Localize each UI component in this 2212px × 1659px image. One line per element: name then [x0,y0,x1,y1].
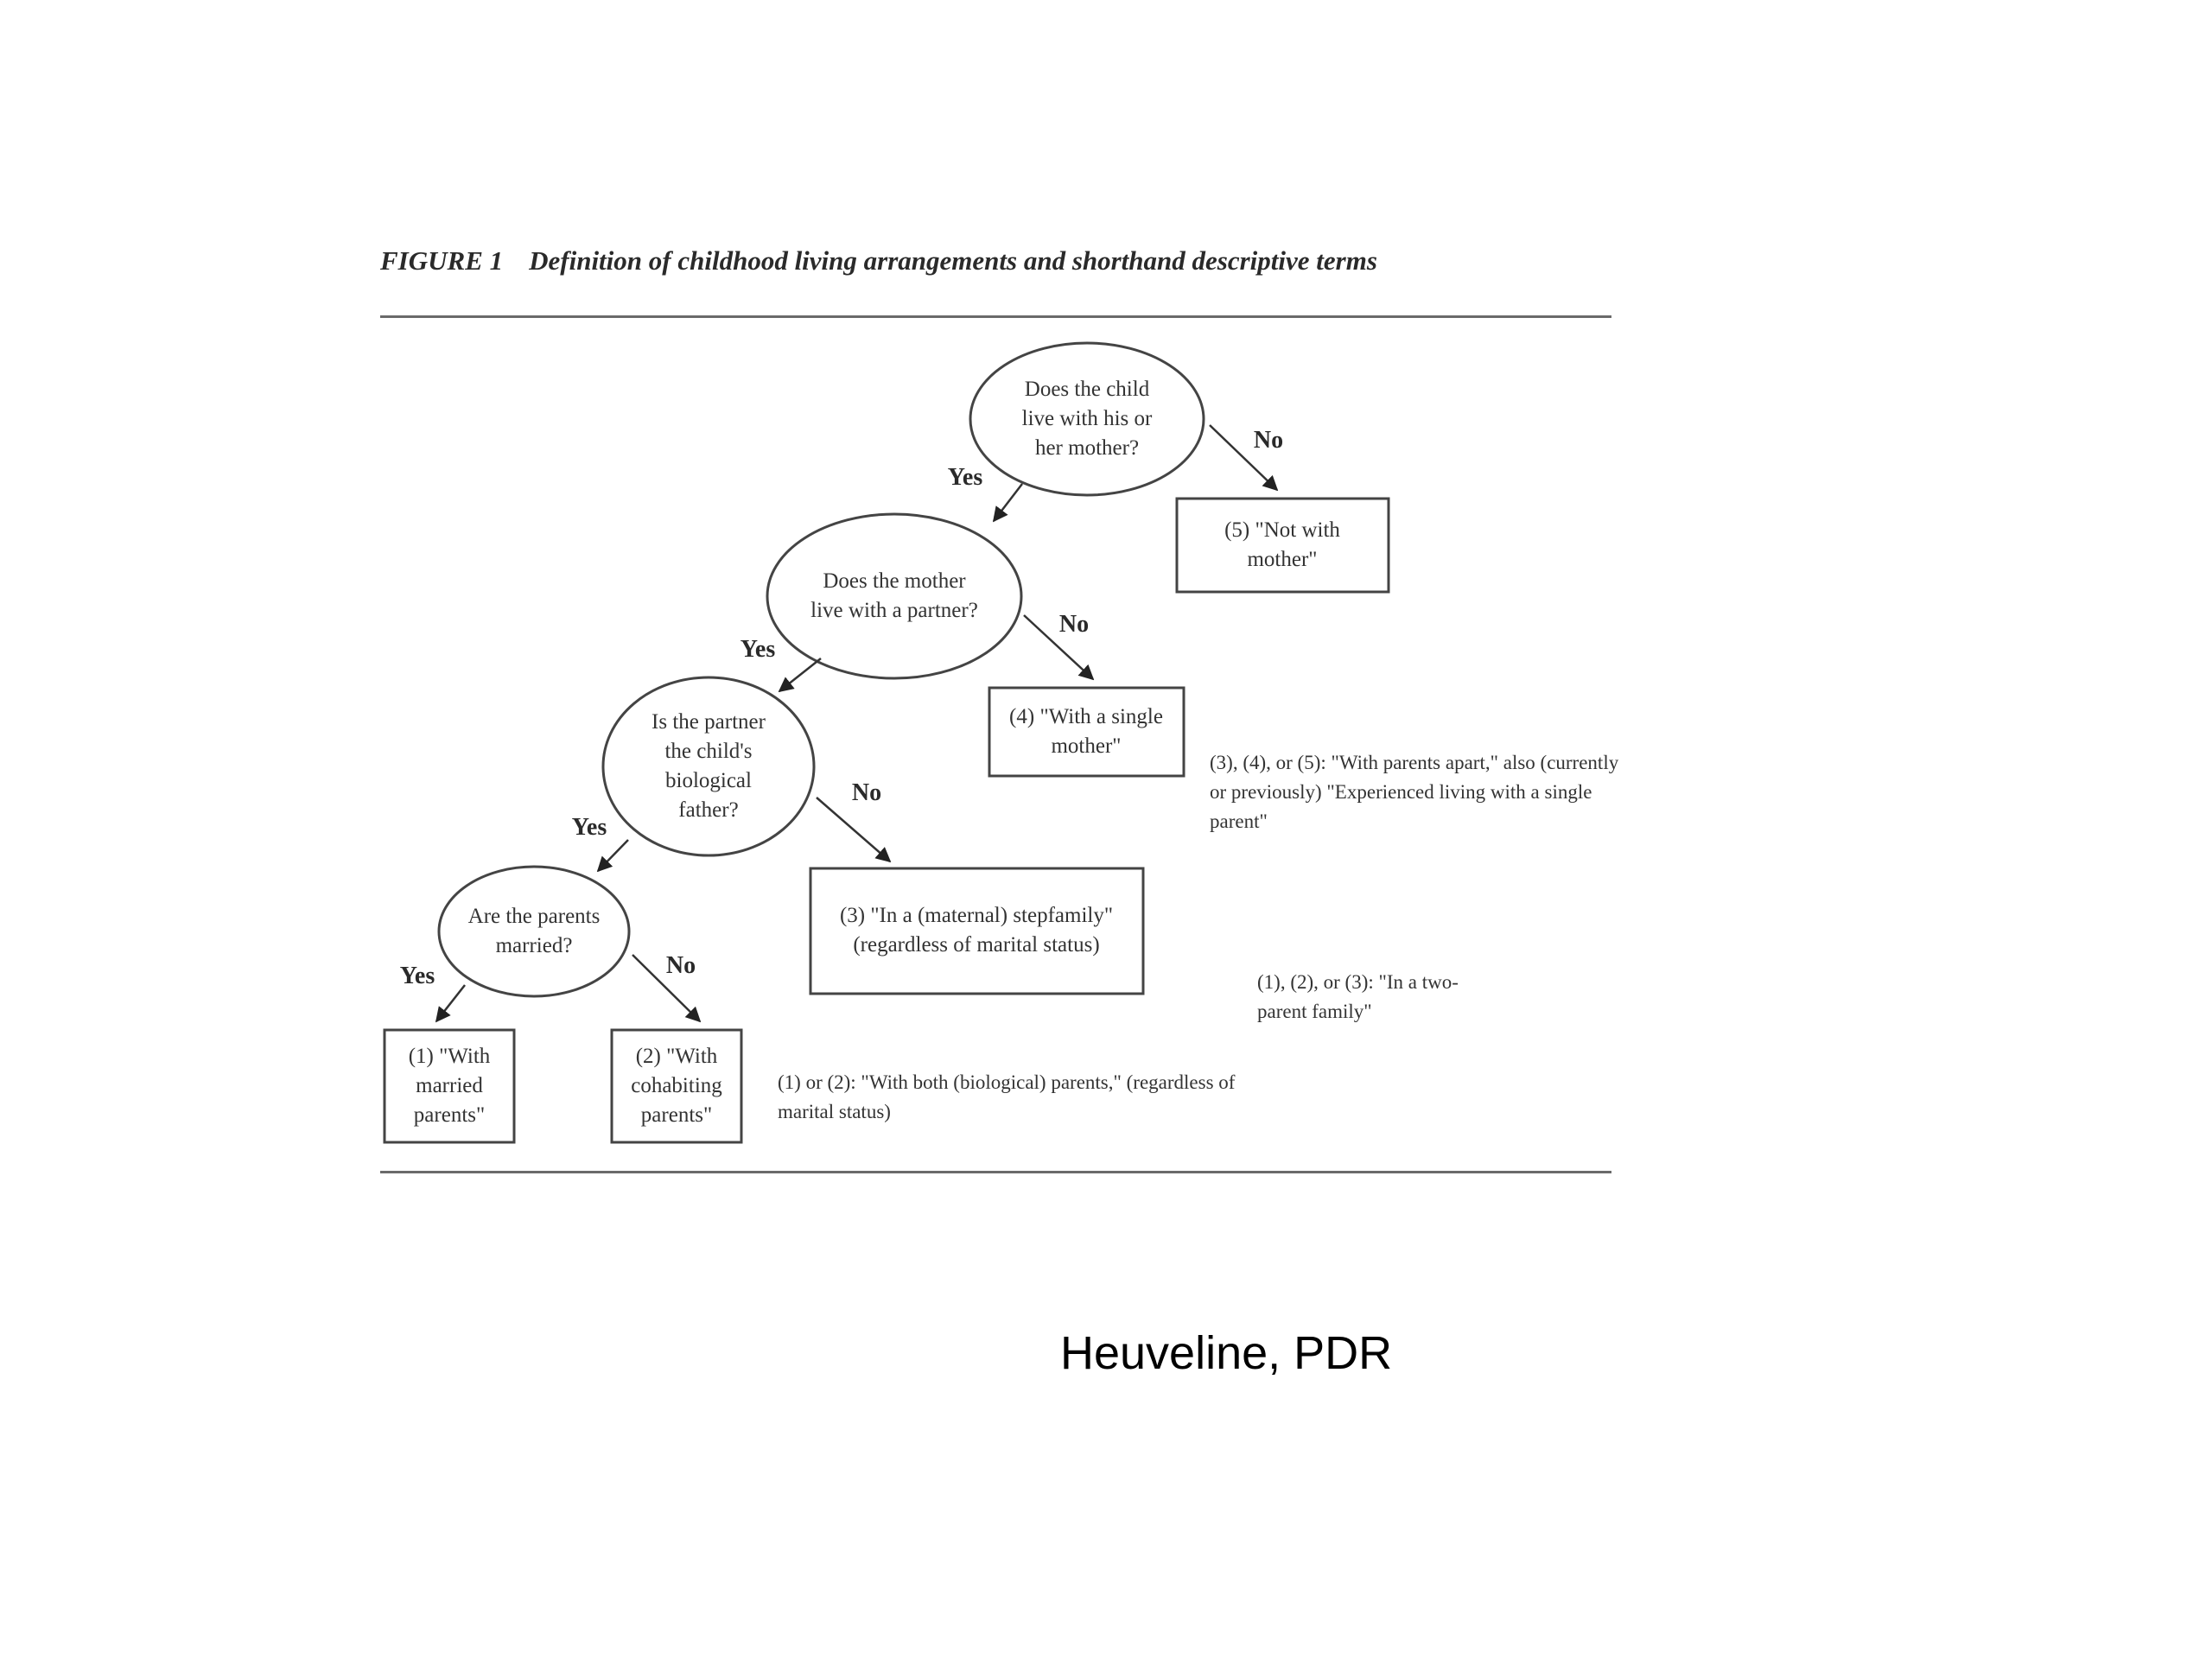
arrow-mother-yes [994,484,1022,521]
question-married: Are the parents married? [467,905,601,957]
label-yes-partner: Yes [740,636,776,663]
source-credit: Heuveline, PDR [1060,1327,1393,1379]
note-parents-apart: (3), (4), or (5): "With parents apart," also (currently or previously) "Experienced living with a single parent" [1210,752,1619,832]
label-no-bio: No [851,779,882,806]
label-yes-bio: Yes [571,814,607,841]
label-no-mother: No [1253,427,1284,454]
arrow-bio-yes [598,840,628,871]
result-married-parents: (1) "With married parents" [408,1045,491,1127]
label-no-married: No [665,952,696,979]
question-mother: Does the child live with his or her mother? [1021,378,1153,460]
arrow-married-yes [436,985,465,1021]
figure-number: FIGURE 1 [380,245,504,276]
label-no-partner: No [1058,611,1090,638]
result-single-mother: (4) "With a single mother" [1009,705,1163,758]
figure-caption: Definition of childhood living arrangements and shorthand descriptive terms [529,245,1377,276]
result-cohabiting-parents: (2) "With cohabiting parents" [631,1045,722,1127]
arrow-bio-no [817,798,890,861]
question-biological-father: Is the partner the child's biological father? [652,710,766,822]
note-both-biological-parents: (1) or (2): "With both (biological) parents," (regardless of marital status) [778,1071,1236,1122]
note-two-parent-family: (1), (2), or (3): "In a two-parent family" [1257,971,1459,1022]
label-yes-married: Yes [399,963,435,989]
result-not-with-mother: (5) "Not with mother" [1224,518,1340,571]
question-partner: Does the mother live with a partner? [810,569,978,622]
result-stepfamily: (3) "In a (maternal) stepfamily" (regardless of marital status) [839,904,1114,957]
label-yes-mother: Yes [947,464,983,491]
arrow-partner-yes [779,658,821,691]
